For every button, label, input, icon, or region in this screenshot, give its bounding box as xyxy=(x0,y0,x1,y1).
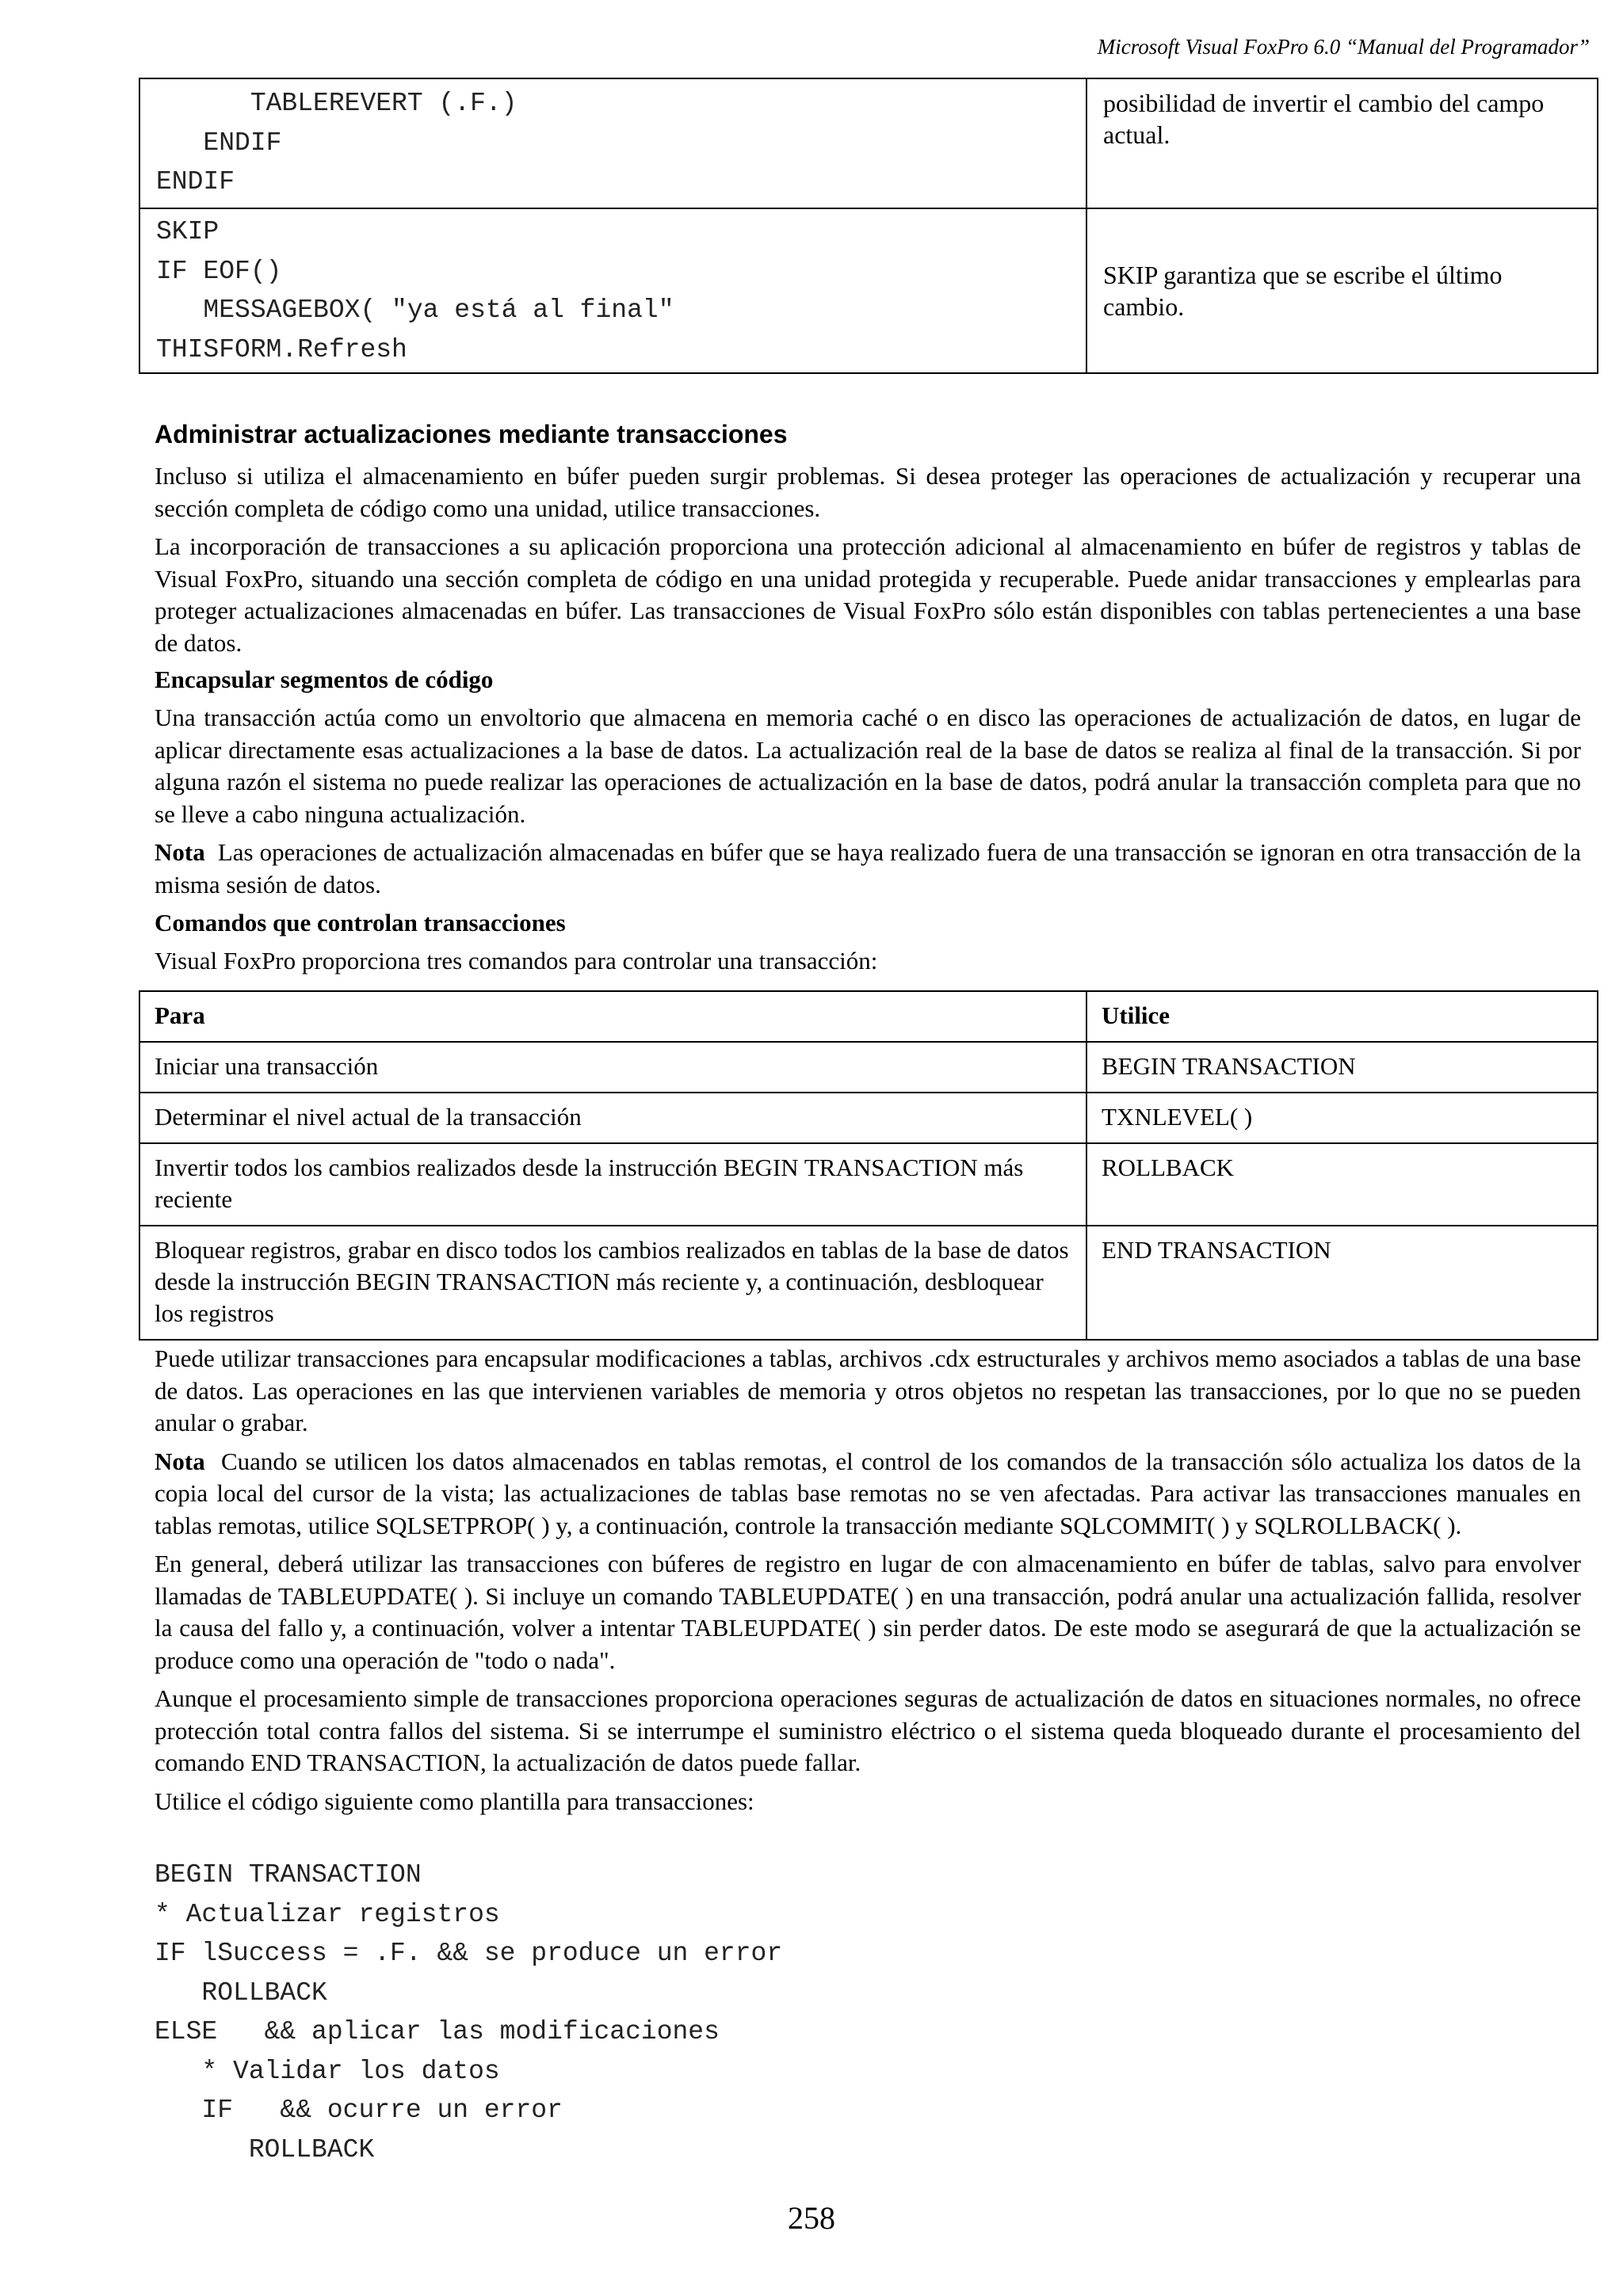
paragraph: Incluso si utiliza el almacenamiento en búfer pueden surgir problemas. Si desea proteger las operaciones de actualización y recuperar una sección completa de código como una unidad, utilice transacciones. xyxy=(155,462,1581,522)
code-line: * Validar los datos xyxy=(155,2056,500,2086)
code-line: ENDIF xyxy=(156,167,235,196)
code-line: * Actualizar registros xyxy=(155,1899,500,1929)
description-text: posibilidad de invertir el cambio del campo actual. xyxy=(1103,89,1545,149)
code-line: IF EOF() xyxy=(156,256,282,286)
note-text: Cuando se utilicen los datos almacenados en tablas remotas, el control de los comandos de la transacción sólo actualiza los datos de la copia local del cursor de la vista; las actualizaciones de tablas base remotas no se ven afectadas. Para activar las transacciones manuales en tablas remotas, utilice SQLSETPROP( ) y, a continuación, controle la transacción mediante SQLCOMMIT( ) y SQLROLLBACK( ). xyxy=(155,1447,1581,1539)
subheading: Comandos que controlan transacciones xyxy=(155,909,566,936)
code-continuation-table xyxy=(139,78,1598,374)
table-header-row xyxy=(139,991,1598,1042)
note xyxy=(155,1446,1581,1543)
code-cell xyxy=(139,208,1086,373)
code-line: TABLEREVERT (.F.) xyxy=(156,89,517,118)
description-cell xyxy=(1086,78,1598,208)
note-label: Nota xyxy=(155,838,205,866)
section-after-table xyxy=(155,1343,1581,1817)
note-label: Nota xyxy=(155,1447,205,1475)
code-line: ENDIF xyxy=(156,128,282,158)
template-code xyxy=(155,1855,782,2169)
paragraph: Visual FoxPro proporciona tres comandos para controlar una transacción: xyxy=(155,947,878,974)
code-line: MESSAGEBOX( "ya está al final" xyxy=(156,296,674,325)
code-line: THISFORM.Refresh xyxy=(156,334,407,364)
column-header: Para xyxy=(139,991,1086,1042)
note-text: Las operaciones de actualización almacenadas en búfer que se haya realizado fuera de una transacción se ignoran en otra transacción de la misma sesión de datos. xyxy=(155,838,1581,898)
section-heading: Administrar actualizaciones mediante transacciones xyxy=(155,420,788,448)
table-cell: Iniciar una transacción xyxy=(139,1042,1086,1093)
code-line: BEGIN TRANSACTION xyxy=(155,1860,422,1890)
code-line: ELSE && aplicar las modificaciones xyxy=(155,2017,720,2046)
paragraph: Aunque el procesamiento simple de transacciones proporciona operaciones seguras de actualización de datos en situaciones normales, no ofrece protección total contra fallos del sistema. Si se interrumpe el suministro eléctrico o el sistema queda bloqueado durante el procesamiento del comando END TRANSACTION, la actualización de datos puede fallar. xyxy=(155,1684,1581,1776)
code-line: ROLLBACK xyxy=(155,1978,327,2008)
table-cell: Bloquear registros, grabar en disco todos los cambios realizados en tablas de la base de datos desde la instrucción BEGIN TRANSACTION más reciente y, a continuación, desbloquear los registros xyxy=(139,1226,1086,1340)
note xyxy=(155,837,1581,901)
commands-table xyxy=(139,990,1598,1341)
description-text: SKIP garantiza que se escribe el último cambio. xyxy=(1103,261,1503,321)
table-cell: TXNLEVEL( ) xyxy=(1086,1093,1598,1143)
table-row xyxy=(139,1143,1598,1226)
code-cell xyxy=(139,78,1086,208)
code-line: ROLLBACK xyxy=(155,2134,375,2164)
table-row xyxy=(139,1042,1598,1093)
paragraph: Puede utilizar transacciones para encapsular modificaciones a tablas, archivos .cdx estructurales y archivos memo asociados a tablas de una base de datos. Las operaciones en las que intervienen variables de memoria y otros objetos no respetan las transacciones, por lo que no se pueden anular o grabar. xyxy=(155,1344,1581,1436)
paragraph: Utilice el código siguiente como plantilla para transacciones: xyxy=(155,1787,754,1815)
section-transactions xyxy=(155,420,1581,978)
table-cell: Invertir todos los cambios realizados desde la instrucción BEGIN TRANSACTION más reciente xyxy=(139,1143,1086,1226)
page-number: 258 xyxy=(788,2200,835,2236)
table-cell: BEGIN TRANSACTION xyxy=(1086,1042,1598,1093)
description-cell xyxy=(1086,208,1598,373)
paragraph: Una transacción actúa como un envoltorio que almacena en memoria caché o en disco las operaciones de actualización de datos, en lugar de aplicar directamente esas actualizaciones a la base de datos. La actualización real de la base de datos se realiza al final de la transacción. Si por alguna razón el sistema no puede realizar las operaciones de actualización en la base de datos, podrá anular la transacción completa para que no se lleve a cabo ninguna actualización. xyxy=(155,704,1581,828)
table-row xyxy=(139,78,1598,208)
paragraph: En general, deberá utilizar las transacciones con búferes de registro en lugar de con almacenamiento en búfer de tablas, salvo para envolver llamadas de TABLEUPDATE( ). Si incluye un comando TABLEUPDATE( ) en una transacción, podrá anular una actualización fallida, resolver la causa del fallo y, a continuación, volver a intentar TABLEUPDATE( ) sin perder datos. De este modo se asegurará de que la actualización se produce como una operación de "todo o nada". xyxy=(155,1550,1581,1674)
code-line: IF lSuccess = .F. && se produce un error xyxy=(155,1939,783,1968)
table-cell: ROLLBACK xyxy=(1086,1143,1598,1226)
table-cell: END TRANSACTION xyxy=(1086,1226,1598,1340)
column-header: Utilice xyxy=(1086,991,1598,1042)
table-row xyxy=(139,1226,1598,1340)
table-cell: Determinar el nivel actual de la transacción xyxy=(139,1093,1086,1143)
table-row xyxy=(139,1093,1598,1143)
subheading: Encapsular segmentos de código xyxy=(155,666,494,693)
paragraph: La incorporación de transacciones a su aplicación proporciona una protección adicional al almacenamiento en búfer de registros y tablas de Visual FoxPro, situando una sección completa de código en una unidad protegida y recuperable. Puede anidar transacciones y emplearlas para proteger actualizaciones almacenadas en búfer. Las transacciones de Visual FoxPro sólo están disponibles con tablas pertenecientes a una base de datos. xyxy=(155,532,1581,657)
running-header: Microsoft Visual FoxPro 6.0 “Manual del Programador” xyxy=(1097,35,1590,59)
table-row xyxy=(139,208,1598,373)
code-line: IF && ocurre un error xyxy=(155,2096,563,2125)
code-line: SKIP xyxy=(156,217,220,246)
